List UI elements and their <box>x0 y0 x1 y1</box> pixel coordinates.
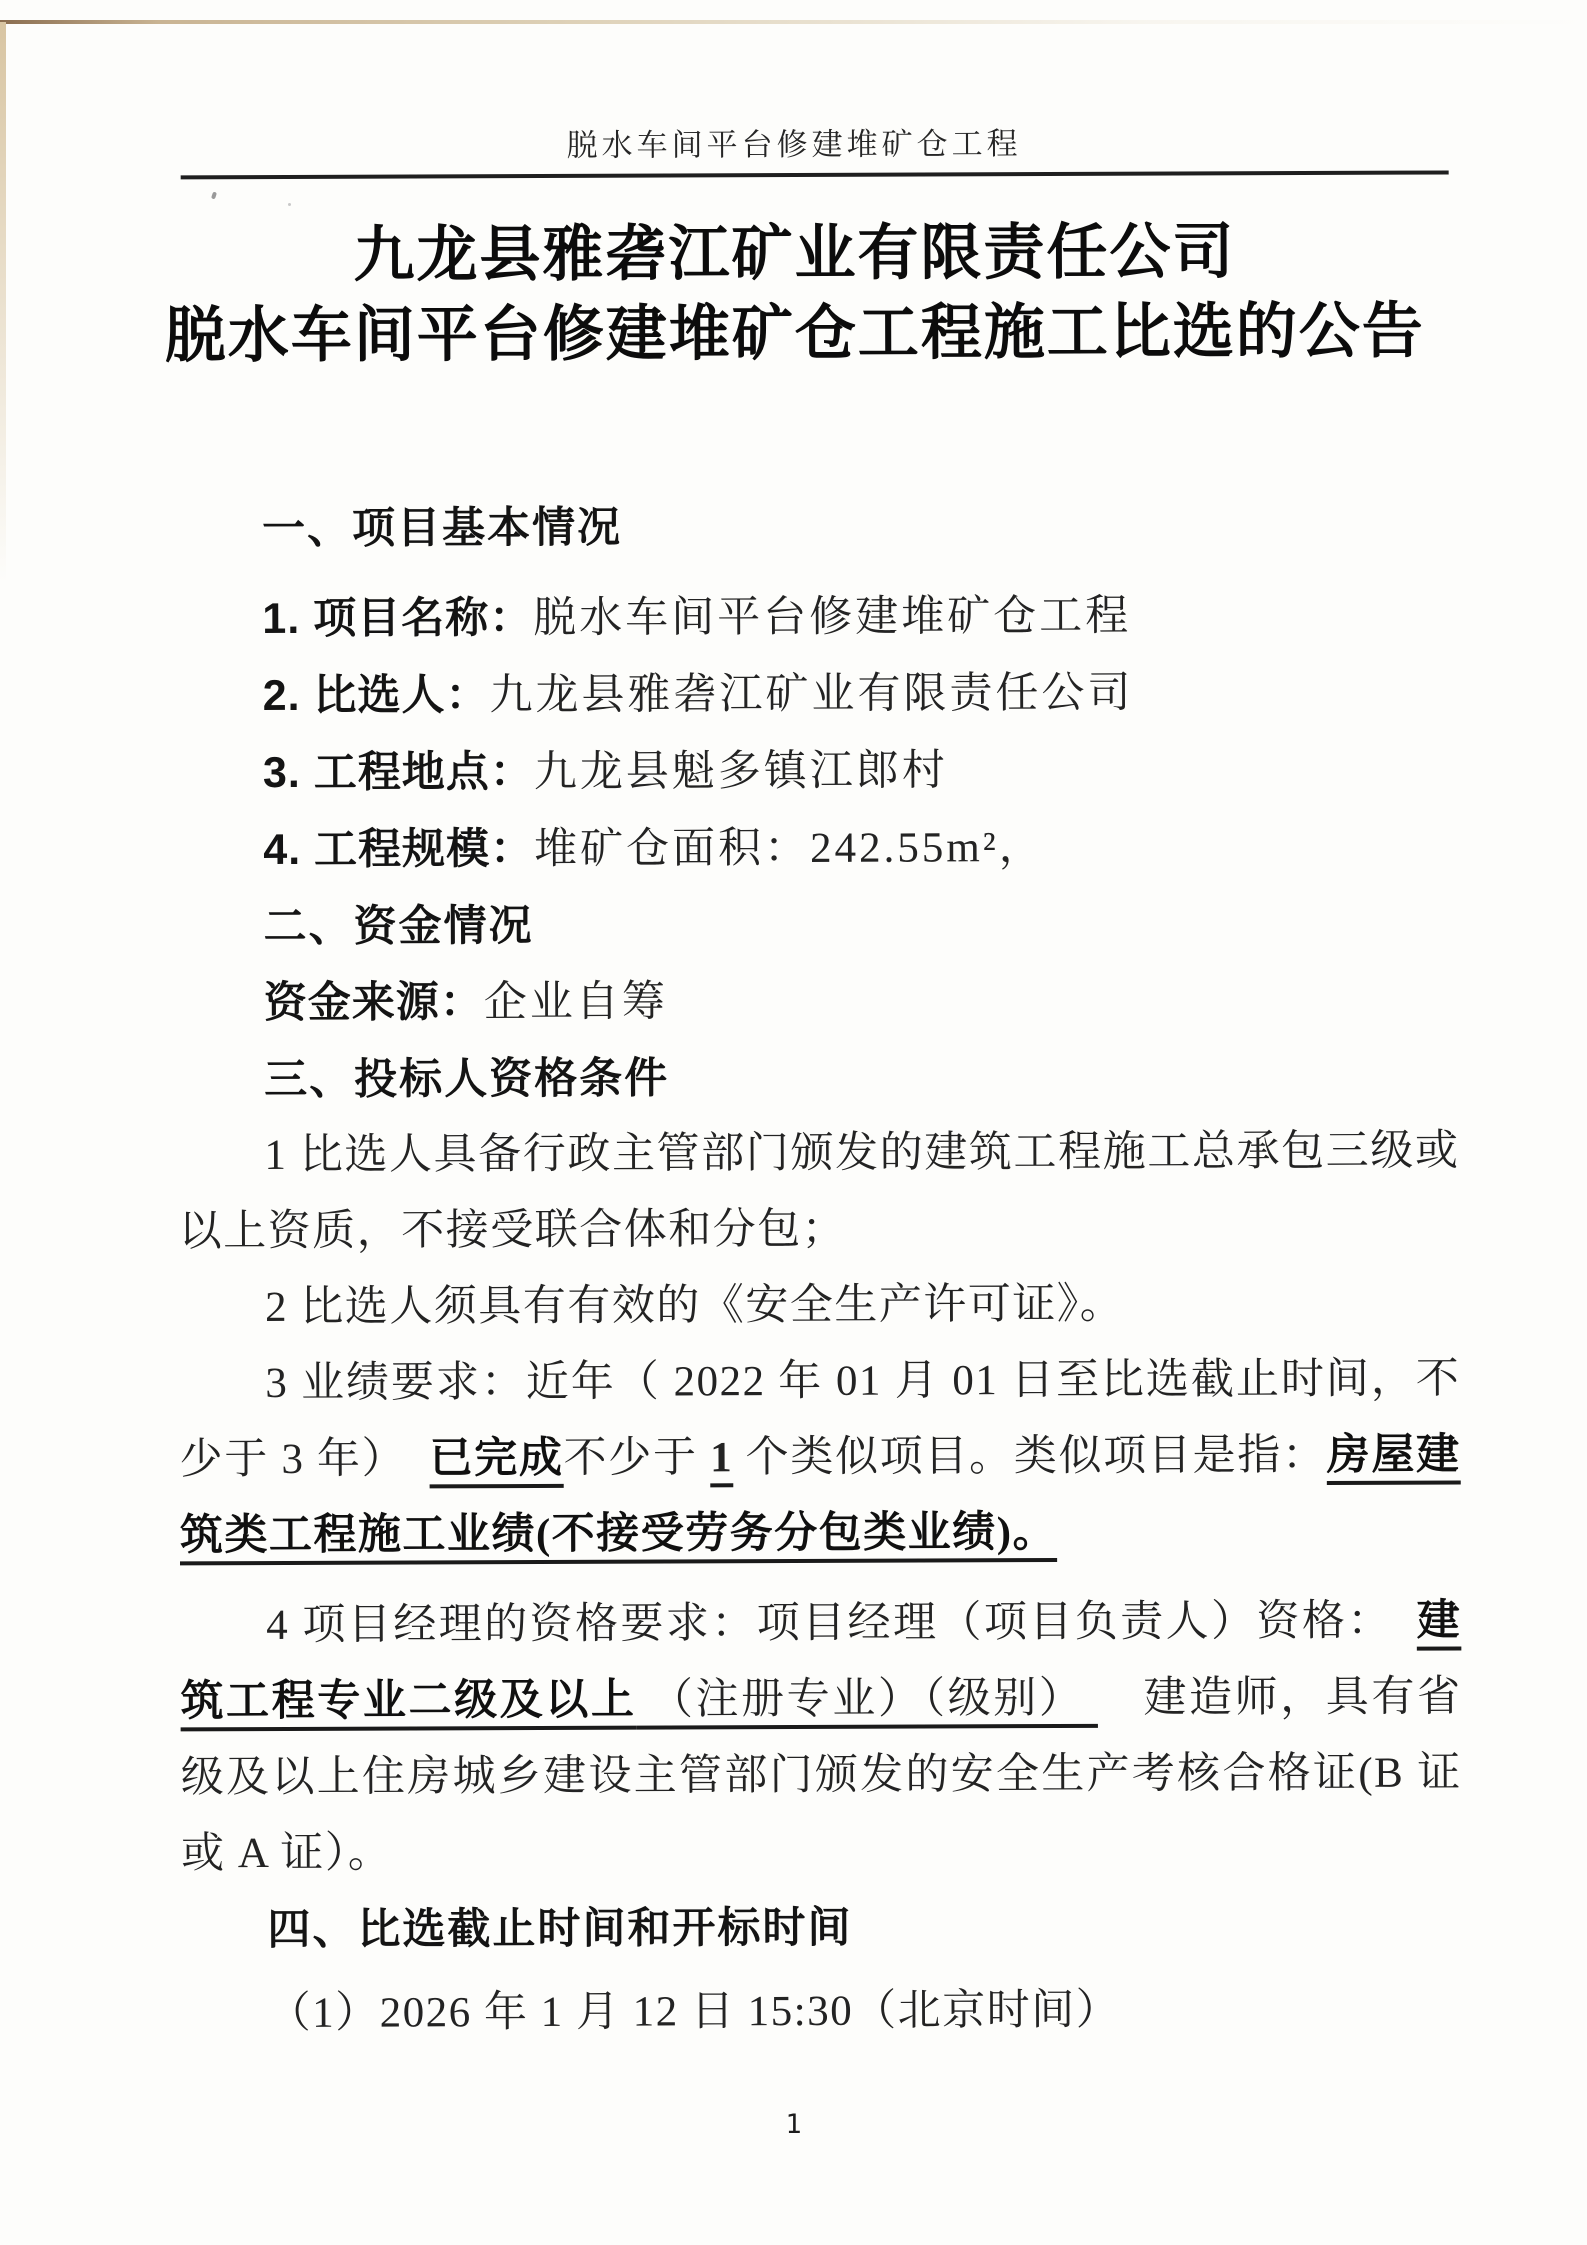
project-name-row <box>176 576 1457 658</box>
title-line-1: 九龙县雅砻江矿业有限责任公司 <box>353 219 1236 290</box>
selector-row <box>177 653 1458 735</box>
qualification-paragraph-2: 2 比选人须具有有效的《安全生产许可证》。 <box>264 1280 1125 1332</box>
manager-text: 建造师，具有省级及以上住房城乡建设主管部门颁发的安全生产考核合格证(B 证或 A 证）。 <box>180 1673 1462 1878</box>
section-4-heading: 四、比选截止时间和开标时间 <box>267 1903 853 1955</box>
funding-source-value: 企业自筹 <box>483 978 668 1027</box>
project-scale-row <box>177 807 1458 889</box>
project-manager-paragraph <box>180 1583 1462 1892</box>
header-rule <box>181 170 1449 179</box>
title-line-2: 脱水车间平台修建堆矿仓工程施工比选的公告 <box>164 298 1425 371</box>
performance-requirement-paragraph <box>179 1341 1461 1574</box>
funding-source-row <box>178 960 1459 1042</box>
registration-specialty-underline: （注册专业）（级别） <box>636 1674 1098 1724</box>
manager-grade-emphasis: 建筑工程专业二级及以上 <box>180 1597 1462 1726</box>
performance-text: 不少于 <box>563 1434 711 1482</box>
similar-project-emphasis: 房屋建筑类工程施工业绩(不接受劳务分包类业绩)。 <box>179 1431 1461 1560</box>
manager-text: 4 项目经理的资格要求：项目经理（项目负责人）资格： <box>266 1597 1417 1650</box>
section-2-heading: 二、资金情况 <box>263 902 534 952</box>
selector-label: 2. 比选人： <box>262 671 490 721</box>
minimum-count-emphasis: 1 <box>710 1434 734 1482</box>
selector-value: 九龙县雅砻江矿业有限责任公司 <box>489 669 1134 720</box>
section-3-heading: 三、投标人资格条件 <box>264 1054 670 1105</box>
project-location-row <box>177 730 1458 812</box>
qualification-paragraph-1: 1 比选人具备行政主管部门颁发的建筑工程施工总承包三级或以上资质，不接受联合体和分包； <box>178 1127 1460 1256</box>
performance-text: 个类似项目。类似项目是指： <box>733 1431 1327 1482</box>
completed-emphasis: 已完成 <box>429 1434 564 1483</box>
performance-text: 3 业绩要求：近年（ 2022 年 01 月 01 日至比选截止时间，不少于 3 年） <box>179 1355 1461 1484</box>
document-title <box>1 212 1587 378</box>
project-scale-value: 堆矿仓面积：242.55m²， <box>533 824 1045 874</box>
project-name-label: 1. 项目名称： <box>262 594 534 644</box>
deadline-paragraph: （1）2026 年 1 月 12 日 15:30（北京时间） <box>267 1986 1121 2038</box>
project-name-value: 脱水车间平台修建堆矿仓工程 <box>533 592 1132 643</box>
section-1-heading: 一、项目基本情况 <box>261 503 623 554</box>
project-scale-label: 4. 工程规模： <box>263 825 535 875</box>
page-number: 1 <box>785 2109 802 2140</box>
funding-source-label: 资金来源： <box>263 978 484 1028</box>
running-header: 脱水车间平台修建堆矿仓工程 <box>566 126 1022 163</box>
project-location-label: 3. 工程地点： <box>262 748 534 798</box>
project-location-value: 九龙县魁多镇江郎村 <box>533 747 948 797</box>
document-body <box>176 486 1463 2052</box>
